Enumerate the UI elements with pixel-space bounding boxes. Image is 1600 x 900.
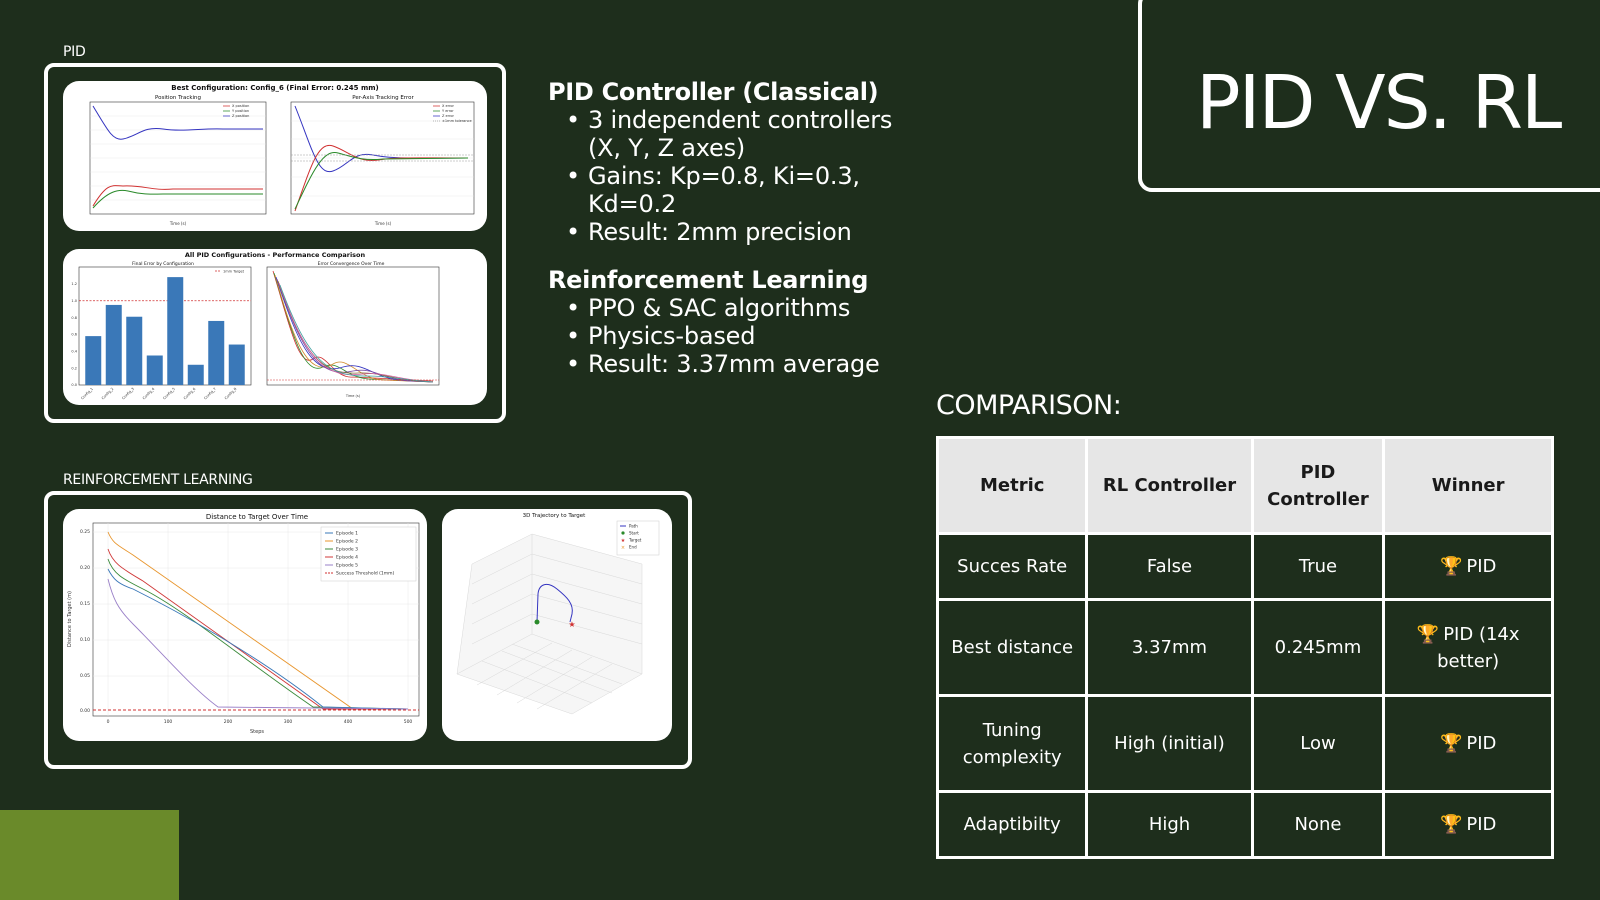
cell-rl: 3.37mm [1087, 600, 1252, 696]
dist-xtick-4: 400 [343, 720, 353, 725]
dist-ytick-3: 0.15 [79, 602, 90, 607]
svg-text:★: ★ [568, 620, 576, 629]
accent-block [0, 810, 179, 900]
rl-points-list [566, 294, 908, 378]
cell-pid: 0.245mm [1252, 600, 1384, 696]
dist-legend-2: Episode 2 [336, 539, 358, 545]
bar-ytick-label: 0.8 [71, 315, 77, 320]
list-item: • Physics-based [566, 322, 908, 350]
pid-all-configs-plot [63, 249, 487, 405]
bar-ytick-label: 0.6 [71, 332, 77, 337]
bar-ytick-label: 0.0 [71, 383, 77, 388]
bar-Config_3 [126, 317, 142, 385]
left-legend-y: Y position [232, 109, 250, 113]
cell-metric: Adaptibilty [938, 792, 1087, 858]
trophy-icon: 🏆 [1439, 556, 1463, 577]
bar-ytick-label: 0.4 [71, 349, 77, 354]
trajectory-title: 3D Trajectory to Target [522, 513, 586, 519]
cell-winner [1384, 600, 1553, 696]
all-configs-title: All PID Configurations - Performance Comparison [184, 251, 366, 259]
cell-pid: True [1252, 534, 1384, 600]
dist-ylabel: Distance to Target (m) [67, 591, 73, 647]
bar-category-label: Config_8 [223, 386, 238, 401]
bar-category-label: Config_5 [162, 386, 176, 401]
pid-section-label: PID [63, 44, 86, 60]
bar-category-label: Config_7 [203, 386, 217, 401]
comparison-table [936, 436, 1554, 859]
svg-text:×: × [620, 545, 626, 551]
position-tracking-title: Position Tracking [154, 95, 202, 101]
left-legend-x: X position [232, 104, 250, 108]
dist-ytick-2: 0.10 [79, 638, 90, 643]
dist-legend-4: Episode 4 [336, 555, 358, 561]
winner-text: PID [1466, 814, 1497, 835]
final-error-title: Final Error by Configuration [132, 262, 194, 267]
header-winner: Winner [1384, 438, 1553, 534]
dist-ytick-5: 0.25 [79, 530, 90, 535]
rl-section-label: REINFORCEMENT LEARNING [63, 472, 253, 488]
traj-legend-path: Path [629, 523, 638, 529]
header-pid: PID Controller [1252, 438, 1384, 534]
dist-xlabel: Steps [250, 729, 264, 735]
bar-Config_8 [229, 345, 245, 385]
dist-legend-6: Success Threshold (1mm) [336, 571, 395, 577]
traj-legend-start: Start [629, 530, 639, 536]
cell-rl: False [1087, 534, 1252, 600]
target-legend: 1mm Target [223, 269, 244, 274]
bar-Config_2 [106, 305, 122, 385]
list-item: • Result: 3.37mm average [566, 350, 908, 378]
convergence-title: Error Convergence Over Time [317, 262, 385, 267]
per-axis-error-title: Per-Axis Tracking Error [352, 95, 414, 101]
bar-Config_1 [85, 336, 101, 385]
bar-Config_7 [208, 321, 224, 385]
trophy-icon: 🏆 [1439, 733, 1463, 754]
winner-text: PID [1466, 556, 1497, 577]
pid-best-config-plot [63, 81, 487, 231]
convergence-xlabel: Time (s) [345, 394, 361, 398]
right-xlabel: Time (s) [374, 221, 392, 226]
cell-winner [1384, 696, 1553, 792]
bar-Config_5 [167, 277, 183, 385]
cell-metric: Tuning complexity [938, 696, 1087, 792]
cell-metric: Best distance [938, 600, 1087, 696]
bar-category-label: Config_2 [100, 386, 115, 401]
list-item: • Gains: Kp=0.8, Ki=0.3, Kd=0.2 [566, 162, 908, 218]
cell-pid: None [1252, 792, 1384, 858]
dist-legend-5: Episode 5 [336, 563, 358, 569]
dist-legend-1: Episode 1 [336, 531, 358, 537]
bar-category-label: Config_4 [141, 386, 156, 401]
bar-ytick-label: 1.2 [71, 282, 77, 287]
traj-legend-target: Target [629, 537, 642, 543]
dist-xtick-2: 200 [223, 720, 233, 725]
table-row [938, 696, 1553, 792]
pid-heading: PID Controller (Classical) [548, 78, 879, 106]
bar-ytick-label: 1.0 [71, 298, 77, 303]
distance-title: Distance to Target Over Time [205, 513, 309, 521]
table-header-row [938, 438, 1553, 534]
left-legend-z: Z position [232, 114, 250, 118]
dist-ytick-1: 0.05 [79, 674, 90, 679]
cell-rl: High (initial) [1087, 696, 1252, 792]
dist-ytick-0: 0.00 [79, 709, 90, 714]
cell-pid: Low [1252, 696, 1384, 792]
bar-Config_6 [188, 365, 204, 385]
header-metric: Metric [938, 438, 1087, 534]
cell-rl: High [1087, 792, 1252, 858]
table-row [938, 534, 1553, 600]
table-row [938, 600, 1553, 696]
dist-xtick-1: 100 [163, 720, 173, 725]
winner-text: PID [1466, 733, 1497, 754]
table-row [938, 792, 1553, 858]
dist-legend-3: Episode 3 [336, 547, 358, 553]
bar-ytick-label: 0.2 [71, 366, 77, 371]
best-config-title: Best Configuration: Config_6 (Final Error: 0.245 mm) [171, 84, 379, 92]
left-xlabel: Time (s) [169, 221, 187, 226]
right-legend-y: Y error [442, 109, 454, 113]
bar-category-label: Config_3 [121, 386, 135, 401]
winner-text: PID (14x better) [1437, 623, 1520, 672]
dist-xtick-0: 0 [106, 720, 110, 725]
trophy-icon: 🏆 [1416, 623, 1440, 645]
pid-points-list [566, 106, 908, 246]
right-legend-tol: ±1mm tolerance [442, 119, 472, 123]
list-item: • PPO & SAC algorithms [566, 294, 908, 322]
trophy-icon: 🏆 [1439, 814, 1463, 835]
bar-category-label: Config_1 [80, 386, 94, 401]
header-rl: RL Controller [1087, 438, 1252, 534]
comparison-label: COMPARISON: [936, 390, 1122, 421]
svg-text:★: ★ [620, 538, 626, 544]
rl-heading: Reinforcement Learning [548, 266, 869, 294]
cell-winner [1384, 792, 1553, 858]
list-item: • Result: 2mm precision [566, 218, 908, 246]
list-item: • 3 independent controllers (X, Y, Z axes) [566, 106, 908, 162]
dist-xtick-5: 500 [403, 720, 413, 725]
bar-category-label: Config_6 [182, 386, 197, 401]
dist-ytick-4: 0.20 [79, 566, 90, 571]
rl-distance-plot [63, 509, 427, 741]
page-title: PID VS. RL [1196, 60, 1561, 146]
cell-winner [1384, 534, 1553, 600]
dist-xtick-3: 300 [283, 720, 293, 725]
traj-legend-end: End [629, 544, 637, 550]
cell-metric: Succes Rate [938, 534, 1087, 600]
description-panel [548, 78, 908, 398]
right-legend-z: Z error [442, 114, 454, 118]
bar-Config_4 [147, 356, 163, 386]
right-legend-x: X error [442, 104, 454, 108]
rl-trajectory-plot [442, 509, 672, 741]
